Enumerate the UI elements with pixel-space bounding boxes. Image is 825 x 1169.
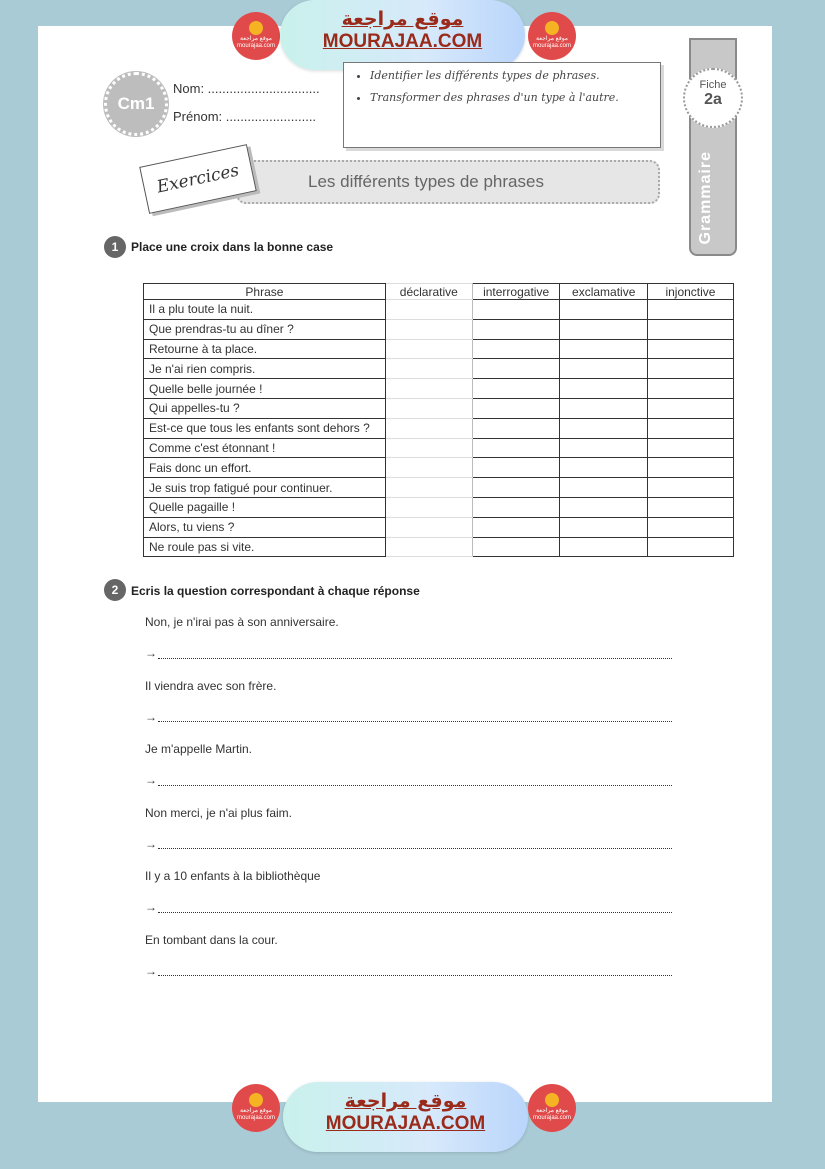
checkbox-cell-exclamative[interactable] xyxy=(560,379,647,399)
sentence-cell: Alors, tu viens ? xyxy=(144,517,386,537)
name-field-label: Nom: ............................... xyxy=(173,81,320,96)
checkbox-cell-interrogative[interactable] xyxy=(472,497,560,517)
objective-item: • Transformer des phrases d'un type à l'autre. xyxy=(370,91,660,104)
arrow-icon: → xyxy=(145,836,157,851)
arrow-icon: → xyxy=(145,963,157,978)
table-row xyxy=(144,418,734,438)
subject-label: Grammaire xyxy=(697,150,714,244)
sentence-cell: Qui appelles-tu ? xyxy=(144,398,386,418)
table-row xyxy=(144,379,734,399)
checkbox-cell-interrogative[interactable] xyxy=(472,379,560,399)
exercise-title: Les différents types de phrases xyxy=(308,172,544,191)
question-write-line[interactable] xyxy=(145,646,672,660)
checkbox-cell-declarative[interactable] xyxy=(385,379,472,399)
sentence-cell: Je suis trop fatigué pour continuer. xyxy=(144,478,386,498)
given-answer: En tombant dans la cour. xyxy=(145,932,278,947)
question-write-line[interactable] xyxy=(145,900,672,914)
objectives-card xyxy=(343,62,661,148)
checkbox-cell-injonctive[interactable] xyxy=(647,497,733,517)
checkbox-cell-interrogative[interactable] xyxy=(472,418,560,438)
given-answer: Non, je n'irai pas à son anniversaire. xyxy=(145,615,339,629)
watermark-banner-bottom[interactable] xyxy=(283,1082,528,1152)
checkbox-cell-exclamative[interactable] xyxy=(560,319,647,339)
checkbox-cell-interrogative[interactable] xyxy=(472,339,560,359)
level-badge: Cm1 xyxy=(104,72,168,136)
arrow-icon: → xyxy=(145,709,157,724)
watermark-arabic: موقع مراجعة xyxy=(344,1090,467,1112)
mourajaa-logo-badge: موقع مراجعة mourajaa.com xyxy=(528,1084,576,1132)
arrow-icon: → xyxy=(145,900,157,914)
given-answer: Il viendra avec son frère. xyxy=(145,678,277,693)
table-row xyxy=(144,398,734,418)
checkbox-cell-exclamative[interactable] xyxy=(560,398,647,418)
sentence-cell: Il a plu toute la nuit. xyxy=(144,300,386,320)
sentence-cell: Quelle belle journée ! xyxy=(144,379,386,399)
watermark-arabic: موقع مراجعة xyxy=(341,8,464,30)
table-row xyxy=(144,339,734,359)
sentence-type-table xyxy=(143,283,734,557)
sentence-cell: Fais donc un effort. xyxy=(144,458,386,478)
fiche-label: Fiche xyxy=(699,79,727,91)
checkbox-cell-exclamative[interactable] xyxy=(560,300,647,320)
question-write-line[interactable] xyxy=(145,964,672,978)
table-row xyxy=(144,517,734,537)
checkbox-cell-interrogative[interactable] xyxy=(472,438,560,458)
checkbox-cell-exclamative[interactable] xyxy=(560,458,647,478)
checkbox-cell-interrogative[interactable] xyxy=(472,537,560,557)
mourajaa-logo-badge: موقع مراجعة mourajaa.com xyxy=(528,12,576,60)
checkbox-cell-exclamative[interactable] xyxy=(560,339,647,359)
given-answer: Il y a 10 enfants à la bibliothèque xyxy=(145,869,321,883)
dotted-answer-line[interactable] xyxy=(158,966,672,976)
column-header-declarative: déclarative xyxy=(385,284,472,300)
fiche-number: 2a xyxy=(704,91,722,108)
dotted-answer-line[interactable] xyxy=(158,649,672,659)
column-header-exclamative: exclamative xyxy=(560,284,647,300)
table-row xyxy=(144,537,734,557)
question-write-line[interactable] xyxy=(145,710,672,724)
checkbox-cell-injonctive[interactable] xyxy=(647,517,733,537)
checkbox-cell-declarative[interactable] xyxy=(385,517,472,537)
checkbox-cell-injonctive[interactable] xyxy=(647,300,733,320)
checkbox-cell-declarative[interactable] xyxy=(385,300,472,320)
checkbox-cell-interrogative[interactable] xyxy=(472,458,560,478)
checkbox-cell-injonctive[interactable] xyxy=(647,398,733,418)
arrow-icon: → xyxy=(145,646,157,660)
checkbox-cell-declarative[interactable] xyxy=(385,497,472,517)
checkbox-cell-interrogative[interactable] xyxy=(472,300,560,320)
watermark-url: MOURAJAA.COM xyxy=(325,1113,486,1134)
mourajaa-logo-badge: موقع مراجعة mourajaa.com xyxy=(232,12,280,60)
checkbox-cell-declarative[interactable] xyxy=(385,359,472,379)
table-row xyxy=(144,478,734,498)
column-header-injonctive: injonctive xyxy=(647,284,733,300)
firstname-field-label: Prénom: ......................... xyxy=(173,109,317,124)
arrow-icon: → xyxy=(145,773,157,787)
sentence-cell: Est-ce que tous les enfants sont dehors ? xyxy=(144,418,386,438)
column-header-interrogative: interrogative xyxy=(472,284,560,300)
checkbox-cell-declarative[interactable] xyxy=(385,339,472,359)
column-header-phrase: Phrase xyxy=(144,284,386,300)
checkbox-cell-exclamative[interactable] xyxy=(560,438,647,458)
checkbox-cell-injonctive[interactable] xyxy=(647,478,733,498)
checkbox-cell-injonctive[interactable] xyxy=(647,458,733,478)
checkbox-cell-exclamative[interactable] xyxy=(560,517,647,537)
exercises-tag: Exercices xyxy=(139,144,257,214)
checkbox-cell-exclamative[interactable] xyxy=(560,478,647,498)
checkbox-cell-declarative[interactable] xyxy=(385,319,472,339)
checkbox-cell-interrogative[interactable] xyxy=(472,319,560,339)
question-write-line[interactable] xyxy=(145,773,672,787)
checkbox-cell-injonctive[interactable] xyxy=(647,339,733,359)
checkbox-cell-interrogative[interactable] xyxy=(472,359,560,379)
objective-item: • Identifier les différents types de phrases. xyxy=(370,69,660,82)
mourajaa-logo-badge: موقع مراجعة mourajaa.com xyxy=(232,1084,280,1132)
checkbox-cell-declarative[interactable] xyxy=(385,537,472,557)
checkbox-cell-exclamative[interactable] xyxy=(560,359,647,379)
question-write-line[interactable] xyxy=(145,837,672,851)
dotted-answer-line[interactable] xyxy=(158,903,672,913)
dotted-answer-line[interactable] xyxy=(158,776,672,786)
table-row xyxy=(144,319,734,339)
sentence-cell: Je n'ai rien compris. xyxy=(144,359,386,379)
given-answer: Je m'appelle Martin. xyxy=(145,742,253,756)
checkbox-cell-declarative[interactable] xyxy=(385,398,472,418)
checkbox-cell-declarative[interactable] xyxy=(385,438,472,458)
checkbox-cell-injonctive[interactable] xyxy=(647,418,733,438)
sentence-cell: Que prendras-tu au dîner ? xyxy=(144,319,386,339)
given-answer: Non merci, je n'ai plus faim. xyxy=(145,805,293,820)
exercise-1-instruction: Place une croix dans la bonne case xyxy=(131,240,334,254)
sentence-cell: Quelle pagaille ! xyxy=(144,497,386,517)
checkbox-cell-injonctive[interactable] xyxy=(647,379,733,399)
checkbox-cell-declarative[interactable] xyxy=(385,458,472,478)
checkbox-cell-declarative[interactable] xyxy=(385,418,472,438)
table-row xyxy=(144,458,734,478)
fiche-badge xyxy=(683,68,743,128)
table-row xyxy=(144,300,734,320)
sentence-rows xyxy=(144,300,734,557)
checkbox-cell-interrogative[interactable] xyxy=(472,398,560,418)
watermark-banner-top[interactable] xyxy=(280,0,525,70)
checkbox-cell-interrogative[interactable] xyxy=(472,478,560,498)
checkbox-cell-injonctive[interactable] xyxy=(647,438,733,458)
dotted-answer-line[interactable] xyxy=(158,839,672,849)
checkbox-cell-declarative[interactable] xyxy=(385,478,472,498)
dotted-answer-line[interactable] xyxy=(158,712,672,722)
checkbox-cell-exclamative[interactable] xyxy=(560,418,647,438)
table-row xyxy=(144,497,734,517)
checkbox-cell-injonctive[interactable] xyxy=(647,537,733,557)
exercise-2-instruction: Ecris la question correspondant à chaque réponse xyxy=(131,584,420,598)
checkbox-cell-interrogative[interactable] xyxy=(472,517,560,537)
table-row xyxy=(144,438,734,458)
sentence-cell: Comme c'est étonnant ! xyxy=(144,438,386,458)
exercise-number-2: 2 xyxy=(104,579,126,601)
watermark-url: MOURAJAA.COM xyxy=(322,31,483,52)
checkbox-cell-injonctive[interactable] xyxy=(647,359,733,379)
table-row xyxy=(144,359,734,379)
sentence-cell: Ne roule pas si vite. xyxy=(144,537,386,557)
exercise-title-bar xyxy=(236,160,660,204)
checkbox-cell-exclamative[interactable] xyxy=(560,537,647,557)
sentence-cell: Retourne à ta place. xyxy=(144,339,386,359)
checkbox-cell-exclamative[interactable] xyxy=(560,497,647,517)
checkbox-cell-injonctive[interactable] xyxy=(647,319,733,339)
exercise-number-1: 1 xyxy=(104,236,126,258)
